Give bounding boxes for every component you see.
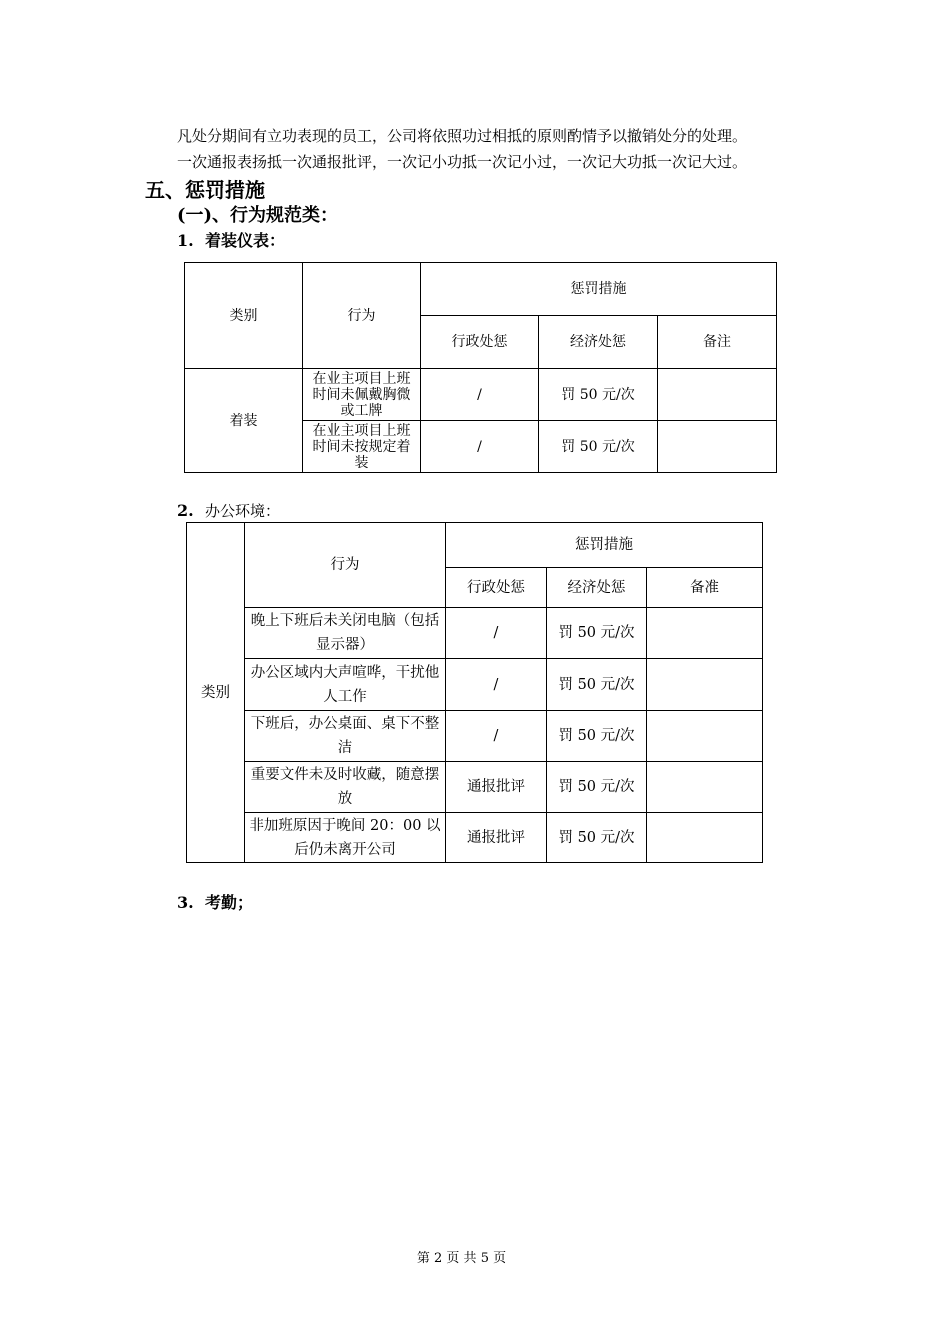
header-admin: 行政处惩 — [421, 316, 539, 369]
dress-table — [184, 262, 777, 473]
behavior-cell: 重要文件未及时收藏，随意摆放 — [245, 762, 446, 813]
header-admin: 行政处惩 — [446, 568, 547, 608]
admin-cell: / — [446, 659, 547, 711]
note-cell — [647, 608, 763, 659]
behavior-cell: 在业主项目上班时间未按规定着装 — [303, 421, 421, 473]
paragraph-2: 一次通报表扬抵一次通报批评，一次记小功抵一次记小过，一次记大功抵一次记大过。 — [177, 153, 748, 171]
header-category: 类别 — [185, 263, 303, 369]
header-category: 类别 — [187, 523, 245, 863]
econ-cell: 罚 50 元/次 — [539, 369, 658, 421]
item-3-number: 3. — [177, 893, 194, 912]
econ-cell: 罚 50 元/次 — [547, 608, 647, 659]
header-note: 备准 — [647, 568, 763, 608]
table-row — [187, 711, 763, 762]
subsection-title: (一)、行为规范类： — [177, 205, 339, 226]
behavior-cell: 晚上下班后未关闭电脑（包括显示器） — [245, 608, 446, 659]
header-behavior: 行为 — [245, 523, 446, 608]
item-1-heading — [177, 228, 285, 251]
table-row — [187, 659, 763, 711]
item-3-heading — [177, 890, 253, 913]
econ-cell: 罚 50 元/次 — [547, 711, 647, 762]
item-2-title: 办公环境： — [205, 502, 281, 520]
table-row — [185, 369, 777, 421]
behavior-cell: 下班后，办公桌面、桌下不整洁 — [245, 711, 446, 762]
page-footer: 第 2 页 共 5 页 — [416, 1251, 507, 1266]
office-table — [186, 522, 763, 863]
note-cell — [647, 659, 763, 711]
admin-cell: / — [446, 608, 547, 659]
behavior-cell: 在业主项目上班时间未佩戴胸微或工牌 — [303, 369, 421, 421]
header-measures: 惩罚措施 — [421, 263, 777, 316]
econ-cell: 罚 50 元/次 — [547, 659, 647, 711]
admin-cell: / — [446, 711, 547, 762]
note-cell — [647, 813, 763, 863]
item-2-number: 2. — [177, 501, 194, 520]
category-cell: 着装 — [185, 369, 303, 473]
header-behavior: 行为 — [303, 263, 421, 369]
item-1-title: 着装仪表： — [205, 231, 286, 250]
admin-cell: / — [421, 421, 539, 473]
note-cell — [647, 711, 763, 762]
econ-cell: 罚 50 元/次 — [547, 762, 647, 813]
paragraph-1: 凡处分期间有立功表现的员工，公司将依照功过相抵的原则酌情予以撤销处分的处理。 — [177, 127, 748, 145]
item-3-title: 考勤； — [205, 893, 254, 912]
table-row — [187, 813, 763, 863]
section-title: 五、惩罚措施 — [145, 178, 265, 202]
table-row — [187, 608, 763, 659]
econ-cell: 罚 50 元/次 — [547, 813, 647, 863]
note-cell — [647, 762, 763, 813]
behavior-cell: 办公区域内大声喧哗，干扰他人工作 — [245, 659, 446, 711]
note-cell — [658, 421, 777, 473]
note-cell — [658, 369, 777, 421]
admin-cell: 通报批评 — [446, 762, 547, 813]
item-1-number: 1. — [177, 231, 194, 250]
header-measures: 惩罚措施 — [446, 523, 763, 568]
header-econ: 经济处惩 — [539, 316, 658, 369]
admin-cell: / — [421, 369, 539, 421]
admin-cell: 通报批评 — [446, 813, 547, 863]
item-2-heading — [177, 500, 280, 521]
header-econ: 经济处惩 — [547, 568, 647, 608]
table-row — [187, 762, 763, 813]
header-note: 备注 — [658, 316, 777, 369]
behavior-cell: 非加班原因于晚间 20：00 以后仍未离开公司 — [245, 813, 446, 863]
econ-cell: 罚 50 元/次 — [539, 421, 658, 473]
